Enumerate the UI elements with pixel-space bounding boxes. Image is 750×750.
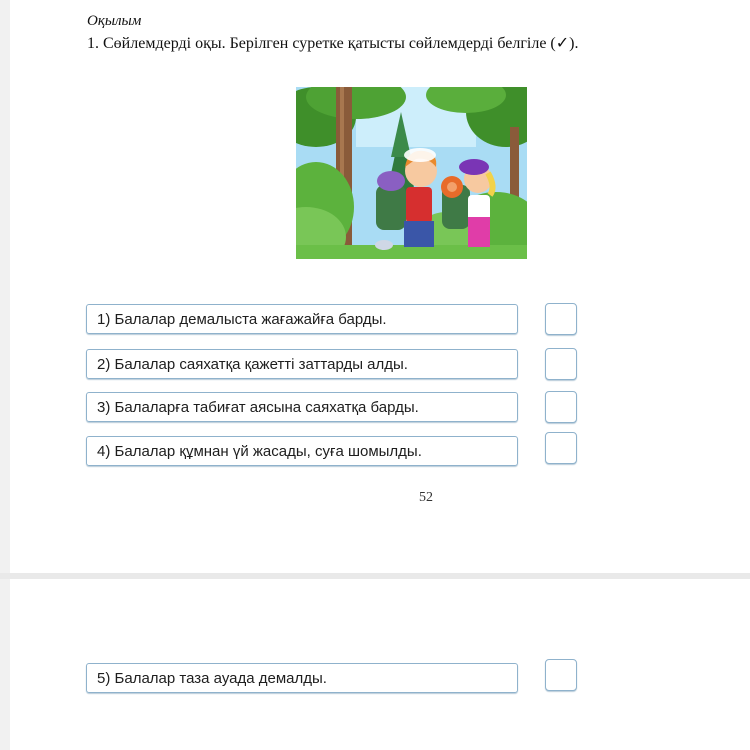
task-instruction: 1. Сөйлемдерді оқы. Берілген суретке қатысты сөйлемдерді белгіле (✓). [87, 35, 579, 52]
sentence-item-5: 5) Балалар таза ауада демалды. [86, 663, 518, 693]
checkbox-sentence-1[interactable] [545, 303, 577, 335]
checkbox-sentence-3[interactable] [545, 391, 577, 423]
page-separator [0, 573, 750, 579]
checkbox-sentence-5[interactable] [545, 659, 577, 691]
sentence-item-4: 4) Балалар құмнан үй жасады, суға шомылды. [86, 436, 518, 466]
children-hiking-illustration [296, 87, 527, 259]
sentence-item-2: 2) Балалар саяхатқа қажетті заттарды алды. [86, 349, 518, 379]
page-number: 52 [419, 490, 433, 505]
checkbox-sentence-2[interactable] [545, 348, 577, 380]
page-left-edge [0, 0, 10, 750]
sentence-item-3: 3) Балаларға табиғат аясына саяхатқа барды. [86, 392, 518, 422]
checkbox-sentence-4[interactable] [545, 432, 577, 464]
sentence-item-1: 1) Балалар демалыста жағажайға барды. [86, 304, 518, 334]
section-heading: Оқылым [87, 13, 142, 29]
